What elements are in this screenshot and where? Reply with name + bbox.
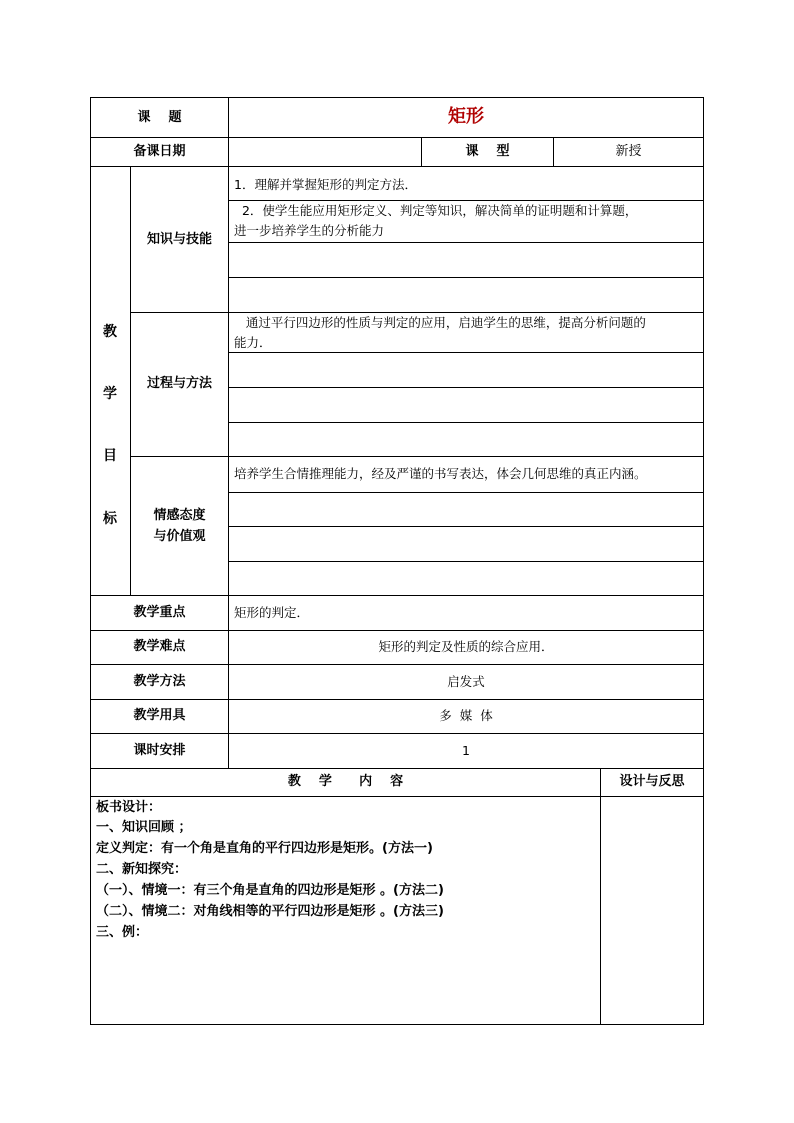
row-divider	[90, 630, 704, 631]
key-points-label: 教学重点	[133, 605, 186, 620]
row-divider	[90, 768, 704, 769]
board-design-line: 定义判定：有一个角是直角的平行四边形是矩形。(方法一)	[96, 841, 433, 856]
sub-row-divider	[228, 200, 704, 201]
emotion-line: 培养学生合情推理能力，经及严谨的书写表达，体会几何思维的真正内涵。	[234, 466, 647, 481]
col-divider	[600, 768, 601, 1024]
board-design-line: 一、知识回顾 ；	[96, 820, 192, 835]
knowledge-line: 进一步培养学生的分析能力	[234, 223, 385, 238]
hours-value: 1	[462, 743, 470, 758]
row-divider	[90, 796, 704, 797]
sub-row-divider	[228, 526, 704, 527]
sub-row-divider	[228, 561, 704, 562]
emotion-values-label: 情感态度	[153, 508, 206, 523]
lesson-type-value: 新授	[615, 144, 642, 159]
sub-row-divider	[228, 422, 704, 423]
row-divider	[90, 699, 704, 700]
group-divider	[130, 312, 704, 313]
tools-label: 教学用具	[133, 708, 186, 723]
emotion-values-label: 与价值观	[153, 529, 206, 544]
prep-date-label: 备课日期	[133, 144, 186, 159]
knowledge-line: 1．理解并掌握矩形的判定方法．	[234, 177, 417, 192]
table-border-left	[90, 97, 91, 1025]
board-design-line: （一）、情境一：有三个角是直角的四边形是矩形 。(方法二)	[96, 883, 444, 898]
knowledge-line: 2．使学生能应用矩形定义、判定等知识，解决简单的证明题和计算题，	[234, 203, 638, 218]
table-border-bottom	[90, 1024, 704, 1025]
hours-label: 课时安排	[133, 743, 186, 758]
key-points-value: 矩形的判定．	[234, 605, 310, 620]
objectives-char: 教	[103, 324, 117, 340]
process-line: 通过平行四边形的性质与判定的应用，启迪学生的思维，提高分析问题的	[234, 315, 646, 330]
row-divider	[90, 733, 704, 734]
process-method-label: 过程与方法	[146, 376, 212, 391]
objectives-char: 标	[103, 511, 117, 527]
sub-row-divider	[228, 387, 704, 388]
tools-value: 多 媒 体	[439, 708, 493, 723]
board-design-line: 板书设计：	[96, 800, 162, 815]
difficulty-value: 矩形的判定及性质的综合应用．	[378, 639, 554, 654]
sub-row-divider	[228, 277, 704, 278]
row-divider	[90, 166, 704, 167]
topic-label: 课 题	[137, 110, 182, 125]
group-divider	[130, 456, 704, 457]
lesson-title: 矩形	[448, 106, 484, 127]
lesson-type-label: 课 型	[465, 144, 510, 159]
col-divider	[228, 97, 229, 768]
row-divider	[90, 595, 704, 596]
objectives-char: 学	[103, 386, 117, 402]
board-design-line: 二、新知探究：	[96, 862, 188, 877]
method-value: 启发式	[447, 674, 485, 689]
table-border-top	[90, 97, 704, 98]
teaching-content-header: 教 学 内 容	[287, 774, 404, 789]
sub-row-divider	[228, 242, 704, 243]
board-design-line: 三、例：	[96, 925, 149, 940]
method-label: 教学方法	[133, 674, 186, 689]
board-design-line: （二）、情境二：对角线相等的平行四边形是矩形 。(方法三)	[96, 904, 444, 919]
row-divider	[90, 137, 704, 138]
sub-row-divider	[228, 352, 704, 353]
sub-row-divider	[228, 492, 704, 493]
knowledge-skills-label: 知识与技能	[146, 232, 212, 247]
objectives-char: 目	[103, 448, 117, 464]
row-divider	[90, 664, 704, 665]
design-reflection-header: 设计与反思	[619, 774, 685, 789]
process-line: 能力．	[234, 335, 272, 350]
difficulty-label: 教学难点	[133, 639, 186, 654]
